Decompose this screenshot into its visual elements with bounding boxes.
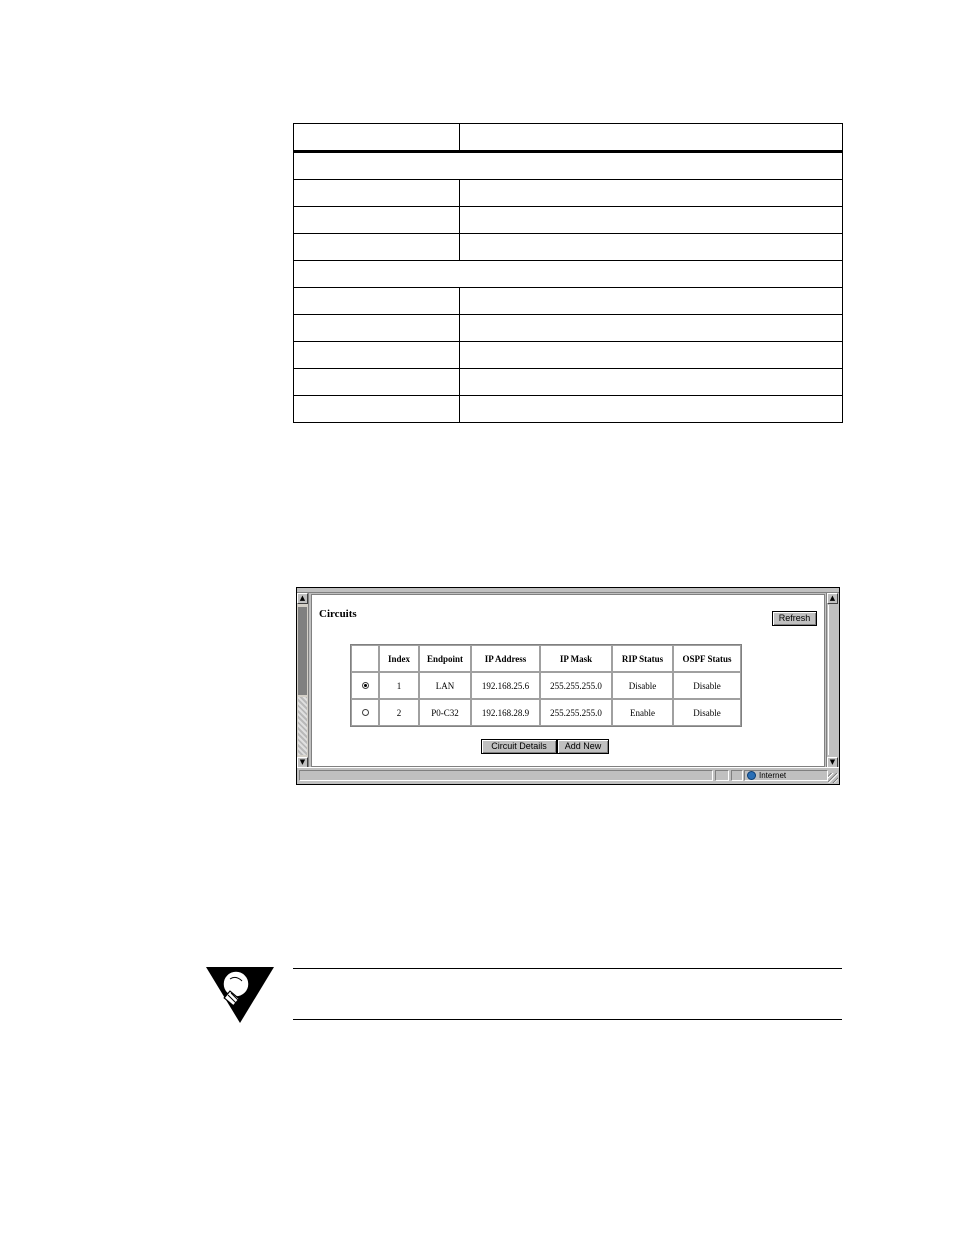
table-row bbox=[294, 234, 843, 261]
radio-selected-icon[interactable] bbox=[362, 682, 369, 689]
rip-status-cell: Disable bbox=[612, 672, 673, 699]
endpoint-cell: LAN bbox=[419, 672, 471, 699]
radio-unselected-icon[interactable] bbox=[362, 709, 369, 716]
circuits-table bbox=[350, 644, 742, 727]
note-bottom-rule bbox=[293, 1019, 842, 1020]
page-content bbox=[311, 594, 825, 767]
status-bar bbox=[297, 767, 839, 784]
lightbulb-icon bbox=[206, 967, 274, 1023]
table-section-row bbox=[294, 261, 843, 288]
circuits-header-row bbox=[351, 645, 741, 672]
rip-status-cell: Enable bbox=[612, 699, 673, 726]
ip-address-cell: 192.168.25.6 bbox=[471, 672, 540, 699]
table-row bbox=[294, 342, 843, 369]
scroll-track[interactable] bbox=[298, 697, 307, 755]
table-row bbox=[294, 288, 843, 315]
ip-address-column-header: IP Address bbox=[471, 645, 540, 672]
scroll-thumb[interactable] bbox=[828, 605, 838, 755]
table-row bbox=[294, 180, 843, 207]
page-title: Circuits bbox=[319, 608, 357, 620]
table-header-row bbox=[294, 124, 843, 152]
window-top-edge bbox=[297, 588, 839, 593]
ospf-status-cell: Disable bbox=[673, 672, 741, 699]
globe-icon bbox=[747, 771, 756, 780]
table-row bbox=[294, 315, 843, 342]
index-column-header: Index bbox=[379, 645, 419, 672]
ip-mask-cell: 255.255.255.0 bbox=[540, 672, 612, 699]
browser-window bbox=[296, 587, 840, 785]
ip-address-cell: 192.168.28.9 bbox=[471, 699, 540, 726]
row-select-radio[interactable] bbox=[351, 672, 379, 699]
table-row bbox=[294, 396, 843, 423]
status-security-pane bbox=[731, 770, 743, 781]
row-select-radio[interactable] bbox=[351, 699, 379, 726]
resize-grip-icon[interactable] bbox=[828, 773, 838, 783]
table-row bbox=[351, 699, 741, 726]
scroll-down-arrow-icon[interactable]: ▼ bbox=[297, 757, 308, 768]
index-cell: 1 bbox=[379, 672, 419, 699]
ospf-status-column-header: OSPF Status bbox=[673, 645, 741, 672]
circuit-details-button[interactable]: Circuit Details bbox=[481, 739, 557, 754]
table-row bbox=[294, 369, 843, 396]
status-text-pane bbox=[299, 770, 713, 781]
scroll-up-arrow-icon[interactable]: ▲ bbox=[827, 593, 838, 604]
ip-mask-cell: 255.255.255.0 bbox=[540, 699, 612, 726]
scroll-up-arrow-icon[interactable]: ▲ bbox=[297, 593, 308, 604]
scroll-thumb[interactable] bbox=[298, 607, 307, 695]
table-row bbox=[294, 207, 843, 234]
ospf-status-cell: Disable bbox=[673, 699, 741, 726]
right-scrollbar[interactable] bbox=[826, 593, 839, 768]
left-scrollbar[interactable] bbox=[297, 593, 309, 768]
select-column-header bbox=[351, 645, 379, 672]
parameter-table bbox=[293, 123, 843, 423]
table-section-row bbox=[294, 152, 843, 180]
endpoint-column-header: Endpoint bbox=[419, 645, 471, 672]
zone-label: Internet bbox=[759, 771, 787, 780]
rip-status-column-header: RIP Status bbox=[612, 645, 673, 672]
note-top-rule bbox=[293, 968, 842, 969]
table-row bbox=[351, 672, 741, 699]
status-progress-pane bbox=[715, 770, 729, 781]
ip-mask-column-header: IP Mask bbox=[540, 645, 612, 672]
refresh-button[interactable]: Refresh bbox=[772, 611, 817, 626]
index-cell: 2 bbox=[379, 699, 419, 726]
endpoint-cell: P0-C32 bbox=[419, 699, 471, 726]
scroll-down-arrow-icon[interactable]: ▼ bbox=[827, 757, 838, 768]
add-new-button[interactable]: Add New bbox=[557, 739, 609, 754]
